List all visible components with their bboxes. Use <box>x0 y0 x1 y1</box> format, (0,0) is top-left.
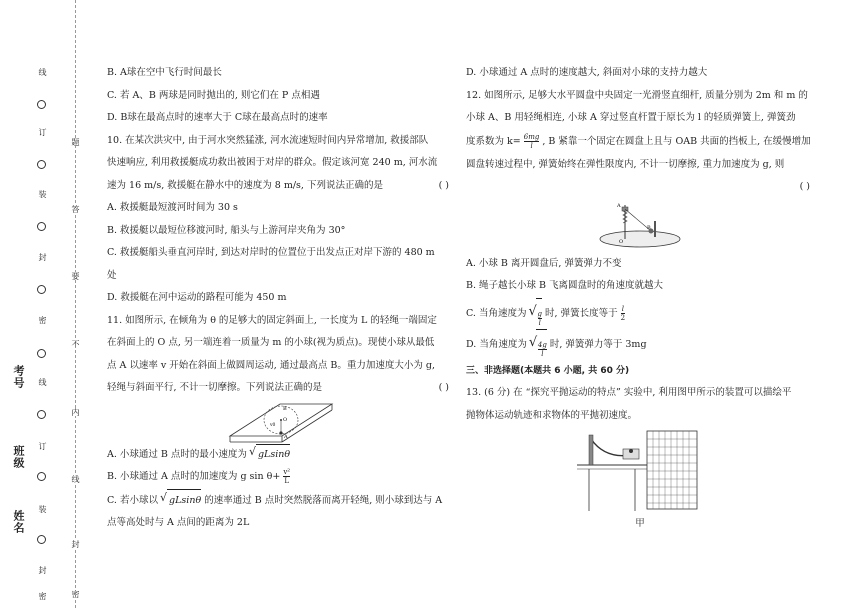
rotating-disk-figure <box>595 199 685 253</box>
cut-label: 密 <box>38 592 47 600</box>
sqrt-icon: √ <box>528 334 538 350</box>
q10-option-c-line2: 处 <box>107 269 117 281</box>
q11-stem-line1: 11. 如图所示, 在倾角为 θ 的足够大的固定斜面上, 一长度为 L 的轻绳一端固定 <box>107 314 437 326</box>
binding-hole-icon <box>37 410 46 419</box>
sqrt-radicand: gLsinθ <box>169 494 202 506</box>
q11-option-b <box>107 465 453 489</box>
gutter-inner-text: 线 <box>67 475 83 483</box>
fraction-denominator: l <box>530 141 533 150</box>
name-field-label: 姓名 <box>12 510 25 534</box>
cut-label: 线 <box>38 378 47 386</box>
cut-label: 装 <box>38 190 47 198</box>
fig11-label: A <box>284 433 288 440</box>
cut-label: 装 <box>38 505 47 513</box>
q9-option-c: C. 若 A、B 两球是同时抛出的, 则它们在 P 点相遇 <box>107 89 320 101</box>
fraction <box>524 133 540 150</box>
incline-circle-figure <box>220 400 340 444</box>
q12-stem-text: , B 紧靠一个固定在圆盘上且与 OAB 共面的挡板上, 在缓慢增加 <box>542 135 811 147</box>
q9-option-d: D. B球在最高点时的速率大于 C球在最高点时的速率 <box>107 112 328 123</box>
q11-option-a <box>107 444 453 465</box>
q11-stem-text: 轻绳与斜面平行, 不计一切摩擦。下列说法正确的是 <box>107 382 323 393</box>
q11-stem-line4 <box>107 377 453 400</box>
gutter-inner-text: 封 <box>67 540 83 548</box>
q11-option-a-text: A. 小球通过 B 点时的最小速度为 <box>107 448 247 460</box>
fraction <box>283 468 290 485</box>
q11-stem-line3: 点 A 以速率 v 开始在斜面上做圆周运动, 通过最高点 B。重力加速度大小为 g, <box>107 359 435 371</box>
q10-option-b: B. 救援艇以最短位移渡河时, 船头与上游河岸夹角为 30° <box>107 224 346 236</box>
projectile-apparatus-figure <box>575 429 705 513</box>
gutter-inner-text: 密 <box>67 590 83 598</box>
fig12-label: A <box>617 202 621 209</box>
cut-label: 线 <box>38 68 47 76</box>
q12-option-d-text: D. 当角速度为 <box>466 338 527 350</box>
q13-stem-line2: 抛物体运动轨迹和求物体的平抛初速度。 <box>466 409 638 421</box>
q11-option-b-text: B. 小球通过 A 点时的加速度为 g sin θ+ <box>107 470 281 482</box>
cut-label: 封 <box>38 253 47 261</box>
sqrt-radicand: gLsinθ <box>257 448 291 460</box>
binding-hole-icon <box>37 100 46 109</box>
q11-option-c-line1 <box>107 489 453 513</box>
fraction-numerator: 4g <box>537 340 547 349</box>
fraction-numerator: l <box>621 304 624 313</box>
q10-option-d: D. 救援艇在河中运动的路程可能为 450 m <box>107 292 287 303</box>
fraction <box>538 341 547 358</box>
fig11-label: O <box>283 416 288 423</box>
fraction-denominator: L <box>284 476 290 485</box>
q12-stem-line4: 圆盘转速过程中, 弹簧始终在弹性限度内, 不计一切摩擦, 重力加速度为 g, 则 <box>466 158 785 170</box>
gutter-inner-text: 题 <box>67 138 83 146</box>
binding-hole-icon <box>37 535 46 544</box>
binding-hole-icon <box>37 285 46 294</box>
sqrt-expression <box>528 329 547 360</box>
q12-option-a: A. 小球 B 离开圆盘后, 弹簧弹力不变 <box>466 257 622 269</box>
fraction-denominator: l <box>538 318 541 327</box>
section-heading: 三、非选择题(本题共 6 小题, 共 60 分) <box>466 365 630 376</box>
q12-stem-line1: 12. 如图所示, 足够大水平圆盘中央固定一光滑竖直细杆, 质量分别为 2m 和 m 的 <box>466 89 808 101</box>
q12-stem-line2: 小球 A、B 用轻绳相连, 小球 A 穿过竖直杆置于原长为 l 的轻质弹簧上, 弹簧劲 <box>466 112 796 123</box>
sqrt-expression <box>528 298 542 329</box>
right-column <box>466 62 814 536</box>
q12-option-c <box>466 298 814 329</box>
q10-option-a: A. 救援艇最短渡河时间为 30 s <box>107 202 238 213</box>
fraction-numerator: v² <box>283 467 291 476</box>
cut-line <box>75 0 76 608</box>
binding-hole-icon <box>37 472 46 481</box>
fig11-label: B <box>283 405 287 412</box>
q12-option-c-text: C. 当角速度为 <box>466 307 527 319</box>
q11-stem-line2: 在斜面上的 O 点, 另一端连着一质量为 m 的小球(视为质点)。现使小球从最低 <box>107 337 435 348</box>
sqrt-icon: √ <box>160 490 168 504</box>
fig12-label: B <box>647 224 651 231</box>
fraction-denominator: 2 <box>620 313 626 322</box>
binding-gutter <box>0 0 100 608</box>
q10-stem-line2: 快速响应, 利用救援艇成功救出被困于对岸的群众。假定该河宽 240 m, 河水流 <box>107 157 438 168</box>
sqrt-icon: √ <box>248 444 256 458</box>
q12-option-d-text: 时, 弹簧弹力等于 3mg <box>549 338 647 350</box>
exam-number-field-label: 考号 <box>12 365 25 389</box>
fraction-denominator: l <box>541 349 544 358</box>
gutter-inner-text: 内 <box>67 408 83 416</box>
sqrt-icon: √ <box>528 303 537 319</box>
q9-option-b: B. A球在空中飞行时间最长 <box>107 67 222 78</box>
q11-option-c-line2: 点等高处时与 A 点间的距离为 2L <box>107 517 250 528</box>
answer-parentheses: ( ) <box>438 382 449 393</box>
q10-stem-line1: 10. 在某次洪灾中, 由于河水突然猛涨, 河水流速短时间内异常增加, 救援部队 <box>107 134 429 146</box>
q12-stem-text: 度系数为 k= <box>466 135 521 147</box>
left-column <box>107 62 453 535</box>
cut-label: 密 <box>38 316 47 324</box>
answer-parentheses: ( ) <box>799 181 810 192</box>
fraction-numerator: 6mg <box>523 132 540 141</box>
q10-option-c-line1: C. 救援艇船头垂直河岸时, 到达对岸时的位置位于出发点正对岸下游的 480 m <box>107 247 435 258</box>
cut-label: 订 <box>38 128 47 136</box>
cut-label: 封 <box>38 566 47 574</box>
answer-parentheses: ( ) <box>438 179 449 191</box>
binding-hole-icon <box>37 349 46 358</box>
q11-option-c-text: C. 若小球以 <box>107 494 158 506</box>
sqrt-expression <box>160 489 202 513</box>
fig11-label: v0 <box>270 422 276 428</box>
class-field-label: 班级 <box>12 445 25 469</box>
fig12-label: O <box>619 238 624 245</box>
q10-stem-text: 速为 16 m/s, 救援艇在静水中的速度为 8 m/s, 下列说法正确的是 <box>107 179 383 191</box>
q12-answer-line <box>466 176 814 199</box>
fraction <box>538 310 542 327</box>
q10-stem-line3 <box>107 175 453 198</box>
gutter-inner-text: 答 <box>67 205 83 213</box>
binding-hole-icon <box>37 160 46 169</box>
cut-label: 订 <box>38 442 47 450</box>
q12-option-d <box>466 329 814 360</box>
q12-option-c-text: 时, 弹簧长度等于 <box>545 307 618 319</box>
q11-option-d: D. 小球通过 A 点时的速度越大, 斜面对小球的支持力越大 <box>466 67 708 78</box>
q13-stem-line1: 13. (6 分) 在 “探究平抛运动的特点” 实验中, 利用图甲所示的装置可以描绘平 <box>466 387 792 398</box>
fraction-numerator: g <box>537 309 542 318</box>
q11-option-c-text: 的速率通过 B 点时突然脱落而离开轻绳, 则小球到达与 A <box>204 494 443 506</box>
q12-option-b: B. 绳子越长小球 B 飞离圆盘时的角速度就越大 <box>466 280 664 291</box>
sqrt-expression <box>248 444 291 465</box>
fraction <box>621 305 625 322</box>
q12-stem-line3 <box>466 130 814 154</box>
gutter-inner-text: 要 <box>67 272 83 280</box>
binding-hole-icon <box>37 222 46 231</box>
gutter-inner-text: 不 <box>67 340 83 348</box>
figure-caption: 甲 <box>635 518 645 529</box>
